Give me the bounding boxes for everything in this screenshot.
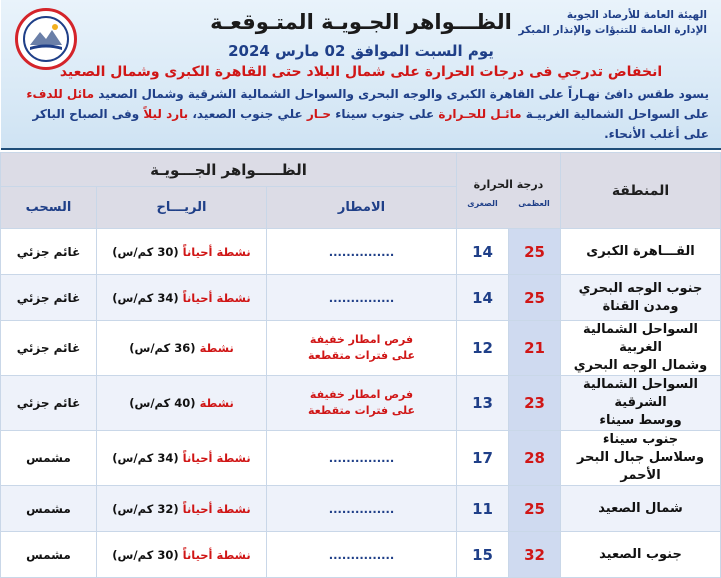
header-region: المنطقة [561,153,721,229]
wind-speed: (34 كم/س) [112,290,179,305]
cell-rain [267,275,457,321]
authority-name [517,8,707,38]
cell-rain [267,376,457,431]
wind-activity: نشطة [199,396,234,410]
cell-wind [97,376,267,431]
cell-region [561,321,721,376]
wind-activity: نشطة أحياناً [182,547,251,562]
cell-wind [97,431,267,486]
cell-clouds: غائم جزئي [0,376,96,431]
cell-max-temp: 25 [509,275,561,321]
table-row [0,376,720,431]
header-rain: الامطار [267,187,457,229]
authority-line-1: الهيئة العامة للأرصاد الجوية [566,9,707,21]
wind-speed: (32 كم/س) [112,501,179,516]
cell-rain [267,532,457,578]
cell-region [561,486,721,532]
cell-clouds: مشمس [0,486,96,532]
rain-text-line-2: على فترات متقطعة [308,349,415,362]
cell-clouds: غائم جزئي [0,275,96,321]
region-name-line-2: وشمال الوجه البحري [573,358,708,373]
header-temperature [457,153,561,229]
region-name-line-2: ووسط سيناء [599,413,682,428]
desc-part: وفى الصباح الباكر على أغلب الأنحاء. [32,107,709,141]
rain-text: ............... [328,244,395,259]
cell-rain [267,486,457,532]
header-phenomena: الظـــــواهر الجـــويـة [0,153,456,187]
region-name: القـــاهرة الكبرى [586,243,695,259]
cell-region [561,376,721,431]
cell-region [561,532,721,578]
desc-part: يسود طقس دافئ نهـاراً على القاهرة الكبرى والوجه البحرى والسواحل الشمالية الشرقية وشمال الصعيد [94,87,709,101]
desc-highlight: حـار [306,107,332,121]
rain-text: ............... [328,451,395,465]
cell-rain [267,431,457,486]
cell-wind [97,229,267,275]
rain-text: ............... [328,501,395,516]
cell-min-temp: 12 [457,321,509,376]
header-max: العظمى [518,198,550,208]
header-min: الصغرى [467,198,498,208]
region-name: السواحل الشمالية الغربية [583,322,698,355]
header-clouds: السحب [0,187,96,229]
cell-clouds: مشمس [0,431,96,486]
cell-region [561,431,721,486]
cell-rain [267,321,457,376]
table-row [0,431,720,486]
cell-clouds: غائم جزئي [0,229,96,275]
table-row [0,275,720,321]
bulletin-header [1,0,721,150]
forecast-table [0,152,721,578]
wind-speed: (30 كم/س) [112,547,179,562]
region-name: جنوب سيناء [602,432,679,447]
cell-min-temp: 17 [457,431,509,486]
page-title: الظـــواهر الجـويـة المتـوقعـة [210,10,512,34]
desc-part: على جنوب سيناء [331,107,439,121]
cell-min-temp: 15 [457,532,509,578]
logo-emblem-icon [21,14,71,64]
table-row [0,532,720,578]
rain-text: فرص امطار خفيفة [309,333,414,346]
cell-max-temp: 21 [509,321,561,376]
cell-min-temp: 14 [457,275,509,321]
wind-activity: نشطة أحياناً [182,290,251,305]
cell-min-temp: 11 [457,486,509,532]
header-temperature-label: درجة الحرارة [473,177,544,191]
cell-rain [267,229,457,275]
authority-line-2: الإدارة العامة للتنبؤات والإنذار المبكر [518,24,707,36]
cell-max-temp: 23 [509,376,561,431]
table-row [0,321,720,376]
cell-wind [97,486,267,532]
cell-region [561,229,721,275]
desc-highlight: مائل للدفء [26,87,95,101]
cell-wind [97,321,267,376]
wind-activity: نشطة [199,341,234,355]
forecast-date: يوم السبت الموافق 02 مارس 2024 [228,42,494,60]
cell-max-temp: 32 [509,532,561,578]
region-name-line-2: ومدن القناة [602,298,679,314]
wind-speed: (34 كم/س) [112,451,179,465]
region-name: شمال الصعيد [598,500,683,516]
authority-logo [15,8,77,70]
cell-wind [97,532,267,578]
cell-wind [97,275,267,321]
wind-speed: (30 كم/س) [112,244,179,259]
region-name-line-2: وسلاسل جبال البحر الأحمر [576,450,705,483]
region-name: السواحل الشمالية الشرقية [583,377,698,410]
desc-part: علي جنوب الصعيد، [188,107,307,121]
forecast-table-wrapper [1,152,721,564]
wind-activity: نشطة أحياناً [182,451,251,465]
rain-text: فرص امطار خفيفة [309,388,414,401]
table-row [0,486,720,532]
desc-highlight: مائـل للحـرارة [438,107,522,121]
forecast-description [19,84,709,144]
cell-max-temp: 25 [509,486,561,532]
wind-speed: (40 كم/س) [129,396,196,410]
rain-text: ............... [328,547,395,562]
cell-min-temp: 13 [457,376,509,431]
cell-max-temp: 28 [509,431,561,486]
forecast-headline: انخفاض تدرجي فى درجات الحرارة على شمال البلاد حتى القاهرة الكبرى وشمال الصعيد [59,64,663,80]
cell-clouds: مشمس [0,532,96,578]
cell-region [561,275,721,321]
table-row [0,229,720,275]
wind-activity: نشطة أحياناً [182,501,251,516]
region-name: جنوب الصعيد [599,546,682,562]
cell-max-temp: 25 [509,229,561,275]
cell-clouds: غائم جزئي [0,321,96,376]
region-name: جنوب الوجه البحري [578,280,703,296]
rain-text: ............... [328,290,395,305]
desc-highlight: بارد ليلاً [143,107,189,121]
rain-text-line-2: على فترات متقطعة [308,404,415,417]
cell-min-temp: 14 [457,229,509,275]
header-wind: الريـــاح [97,187,267,229]
wind-activity: نشطة أحياناً [182,244,251,259]
desc-part: على السواحل الشمالية الغربيـة [521,107,709,121]
wind-speed: (36 كم/س) [129,341,196,355]
